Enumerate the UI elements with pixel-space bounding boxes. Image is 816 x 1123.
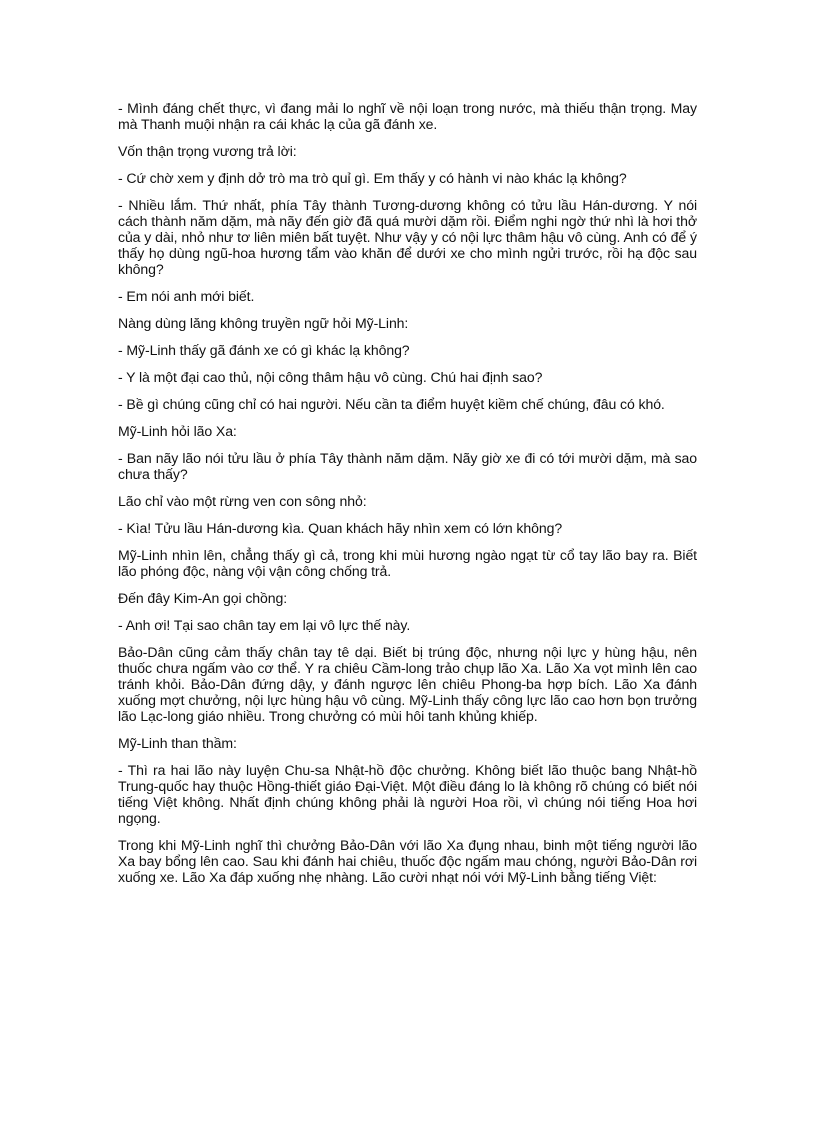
paragraph: - Mình đáng chết thực, vì đang mải lo nghĩ về nội loạn trong nước, mà thiếu thận trọng. May mà Thanh muội nhận ra cái khác lạ của gã đánh xe. [118,100,697,132]
paragraph: - Kìa! Tửu lầu Hán-dương kìa. Quan khách hãy nhìn xem có lớn không? [118,520,563,536]
paragraph: - Bề gì chúng cũng chỉ có hai người. Nếu cần ta điểm huyệt kiềm chế chúng, đâu có khó. [118,396,665,412]
paragraph: Nàng dùng lăng không truyền ngữ hỏi Mỹ-Linh: [118,315,409,331]
paragraph: Vốn thận trọng vương trả lời: [118,143,297,159]
paragraph: Đến đây Kim-An gọi chồng: [118,590,288,606]
paragraph: Mỹ-Linh hỏi lão Xa: [118,423,237,439]
paragraph: - Em nói anh mới biết. [118,288,255,304]
paragraph: - Nhiều lắm. Thứ nhất, phía Tây thành Tương-dương không có tửu lầu Hán-dương. Y nói cách thành năm dặm, mà nãy đến giờ đã quá mười dặm rồi. Điểm nghi ngờ thứ nhì là hơi thở của y dài, nhỏ như tơ liên miên bất tuyệt. Như vậy y có nội lực thâm hậu vô cùng. Anh có để ý thấy họ dùng ngũ-hoa hương tẩm vào khăn để dưới xe cho mình ngửi trước, rồi hạ độc sau không? [118,197,697,277]
paragraph: Trong khi Mỹ-Linh nghĩ thì chưởng Bảo-Dân với lão Xa đụng nhau, binh một tiếng người lão Xa bay bổng lên cao. Sau khi đánh hai chiêu, thuốc độc ngấm mau chóng, người Bảo-Dân rơi xuống xe. Lão Xa đáp xuống nhẹ nhàng. Lão cười nhạt nói với Mỹ-Linh bằng tiếng Việt: [118,837,697,885]
paragraph: - Cứ chờ xem y định dở trò ma trò quỉ gì. Em thấy y có hành vi nào khác lạ không? [118,170,627,186]
paragraph: - Thì ra hai lão này luyện Chu-sa Nhật-hồ độc chưởng. Không biết lão thuộc bang Nhật-hồ Trung-quốc hay thuộc Hồng-thiết giáo Đại-Việt. Một điều đáng lo là không rõ chúng có biết nói tiếng Việt không. Nhất định chúng không phải là người Hoa rồi, vì chúng nói tiếng Hoa hơi ngọng. [118,762,697,826]
paragraph: Bảo-Dân cũng cảm thấy chân tay tê dại. Biết bị trúng độc, nhưng nội lực y hùng hậu, nên thuốc chưa ngấm vào cơ thể. Y ra chiêu Cầm-long trảo chụp lão Xa. Lão Xa vọt mình lên cao tránh khỏi. Bảo-Dân đứng dậy, y đánh ngược lên chiêu Phong-ba hợp bích. Lão Xa đánh xuống mợt chưởng, nội lực hùng hậu vô cùng. Mỹ-Linh thấy công lực lão cao hơn bọn trưởng lão Lạc-long giáo nhiều. Trong chưởng có mùi hôi tanh khủng khiếp. [118,644,697,724]
paragraph: Mỹ-Linh than thầm: [118,735,237,751]
paragraph: Lão chỉ vào một rừng ven con sông nhỏ: [118,493,367,509]
paragraph: Mỹ-Linh nhìn lên, chẳng thấy gì cả, trong khi mùi hương ngào ngạt từ cổ tay lão bay ra. Biết lão phóng độc, nàng vội vận công chống trả. [118,547,697,579]
document-page [118,100,697,896]
paragraph: - Y là một đại cao thủ, nội công thâm hậu vô cùng. Chú hai định sao? [118,369,543,385]
paragraph: - Mỹ-Linh thấy gã đánh xe có gì khác lạ không? [118,342,410,358]
paragraph: - Anh ơi! Tại sao chân tay em lại vô lực thế này. [118,617,411,633]
paragraph: - Ban nãy lão nói tửu lầu ở phía Tây thành năm dặm. Nãy giờ xe đi có tới mười dặm, mà sao chưa thấy? [118,450,697,482]
